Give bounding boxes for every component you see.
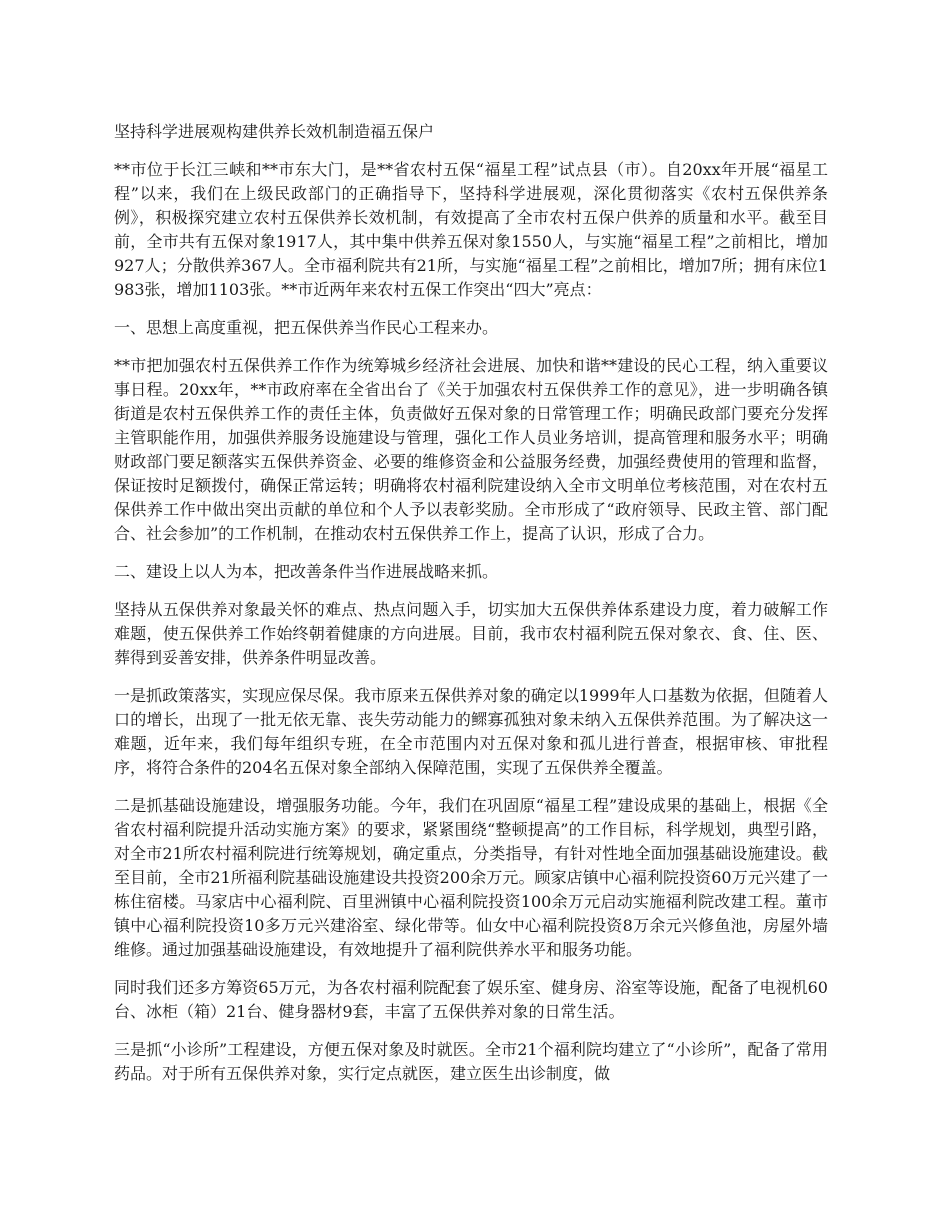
section-heading-2: 二、建设上以人为本，把改善条件当作进展战略来抓。 [114,562,499,581]
paragraph-point-2: 二是抓基础设施建设，增强服务功能。今年，我们在巩固原“福星工程”建设成果的基础上，根据《全省农村福利院提升活动实施方案》的要求，紧紧围绕“整顿提高”的工作目标，科学规划，典型引路，对全市21所农村福利院进行统筹规划，确定重点，分类指导，有针对性地全面加强基础设施建设。截至目前，全市21所福利院基础设施建设共投资200余万元。顾家店镇中心福利院投资60万元兴建了一栋住宿楼。马家店中心福利院、百里洲镇中心福利院投资100余万元启动实施福利院改建工程。董市镇中心福利院投资10多万元兴建浴室、绿化带等。仙女中心福利院投资8万余元兴修鱼池，房屋外墙维修。通过加强基础设施建设，有效地提升了福利院供养水平和服务功能。 [114,796,828,959]
paragraph-section-1: **市把加强农村五保供养工作作为统筹城乡经济社会进展、加快和谐**建设的民心工程，纳入重要议事日程。20xx年，**市政府率在全省出台了《关于加强农村五保供养工作的意见》，进一步明确各镇街道是农村五保供养工作的责任主体，负责做好五保对象的日常管理工作；明确民政部门要充分发挥主管职能作用，加强供养服务设施建设与管理，强化工作人员业务培训，提高管理和服务水平；明确财政部门要足额落实五保供养资金、必要的维修资金和公益服务经费，加强经费使用的管理和监督，保证按时足额拨付，确保正常运转；明确将农村福利院建设纳入全市文明单位考核范围，对在农村五保供养工作中做出突出贡献的单位和个人予以表彰奖励。全市形成了“政府领导、民政主管、部门配合、社会参加”的工作机制，在推动农村五保供养工作上，提高了认识，形成了合力。 [114,356,828,543]
document-page [114,120,828,1100]
paragraph-intro: **市位于长江三峡和**市东大门，是**省农村五保“福星工程”试点县（市）。自20xx年开展“福星工程”以来，我们在上级民政部门的正确指导下，坚持科学进展观，深化贯彻落实《农村五保供养条例》，积极探究建立农村五保供养长效机制，有效提高了全市农村五保户供养的质量和水平。截至目前，全市共有五保对象1917人，其中集中供养五保对象1550人，与实施“福星工程”之前相比，增加927人；分散供养367人。全市福利院共有21所，与实施“福星工程”之前相比，增加7所；拥有床位1983张，增加1103张。**市近两年来农村五保工作突出“四大”亮点： [114,160,828,299]
paragraph-point-3: 三是抓“小诊所”工程建设，方便五保对象及时就医。全市21个福利院均建立了“小诊所”，配备了常用药品。对于所有五保供养对象，实行定点就医，建立医生出诊制度，做 [114,1040,828,1083]
paragraph-point-1: 一是抓政策落实，实现应保尽保。我市原来五保供养对象的确定以1999年人口基数为依据，但随着人口的增长，出现了一批无依无靠、丧失劳动能力的鳏寡孤独对象未纳入五保供养范围。为了解决这一难题，近年来，我们每年组织专班，在全市范围内对五保对象和孤儿进行普查，根据审核、审批程序，将符合条件的204名五保对象全部纳入保障范围，实现了五保供养全覆盖。 [114,686,828,777]
paragraph-section-2: 坚持从五保供养对象最关怀的难点、热点问题入手，切实加大五保供养体系建设力度，着力破解工作难题，使五保供养工作始终朝着健康的方向进展。目前，我市农村福利院五保对象衣、食、住、医、葬得到妥善安排，供养条件明显改善。 [114,600,828,667]
paragraph-funding: 同时我们还多方筹资65万元，为各农村福利院配套了娱乐室、健身房、浴室等设施，配备了电视机60台、冰柜（箱）21台、健身器材9套，丰富了五保供养对象的日常生活。 [114,978,828,1021]
document-title: 坚持科学进展观构建供养长效机制造福五保户 [114,122,435,141]
section-heading-1: 一、思想上高度重视，把五保供养当作民心工程来办。 [114,318,499,337]
